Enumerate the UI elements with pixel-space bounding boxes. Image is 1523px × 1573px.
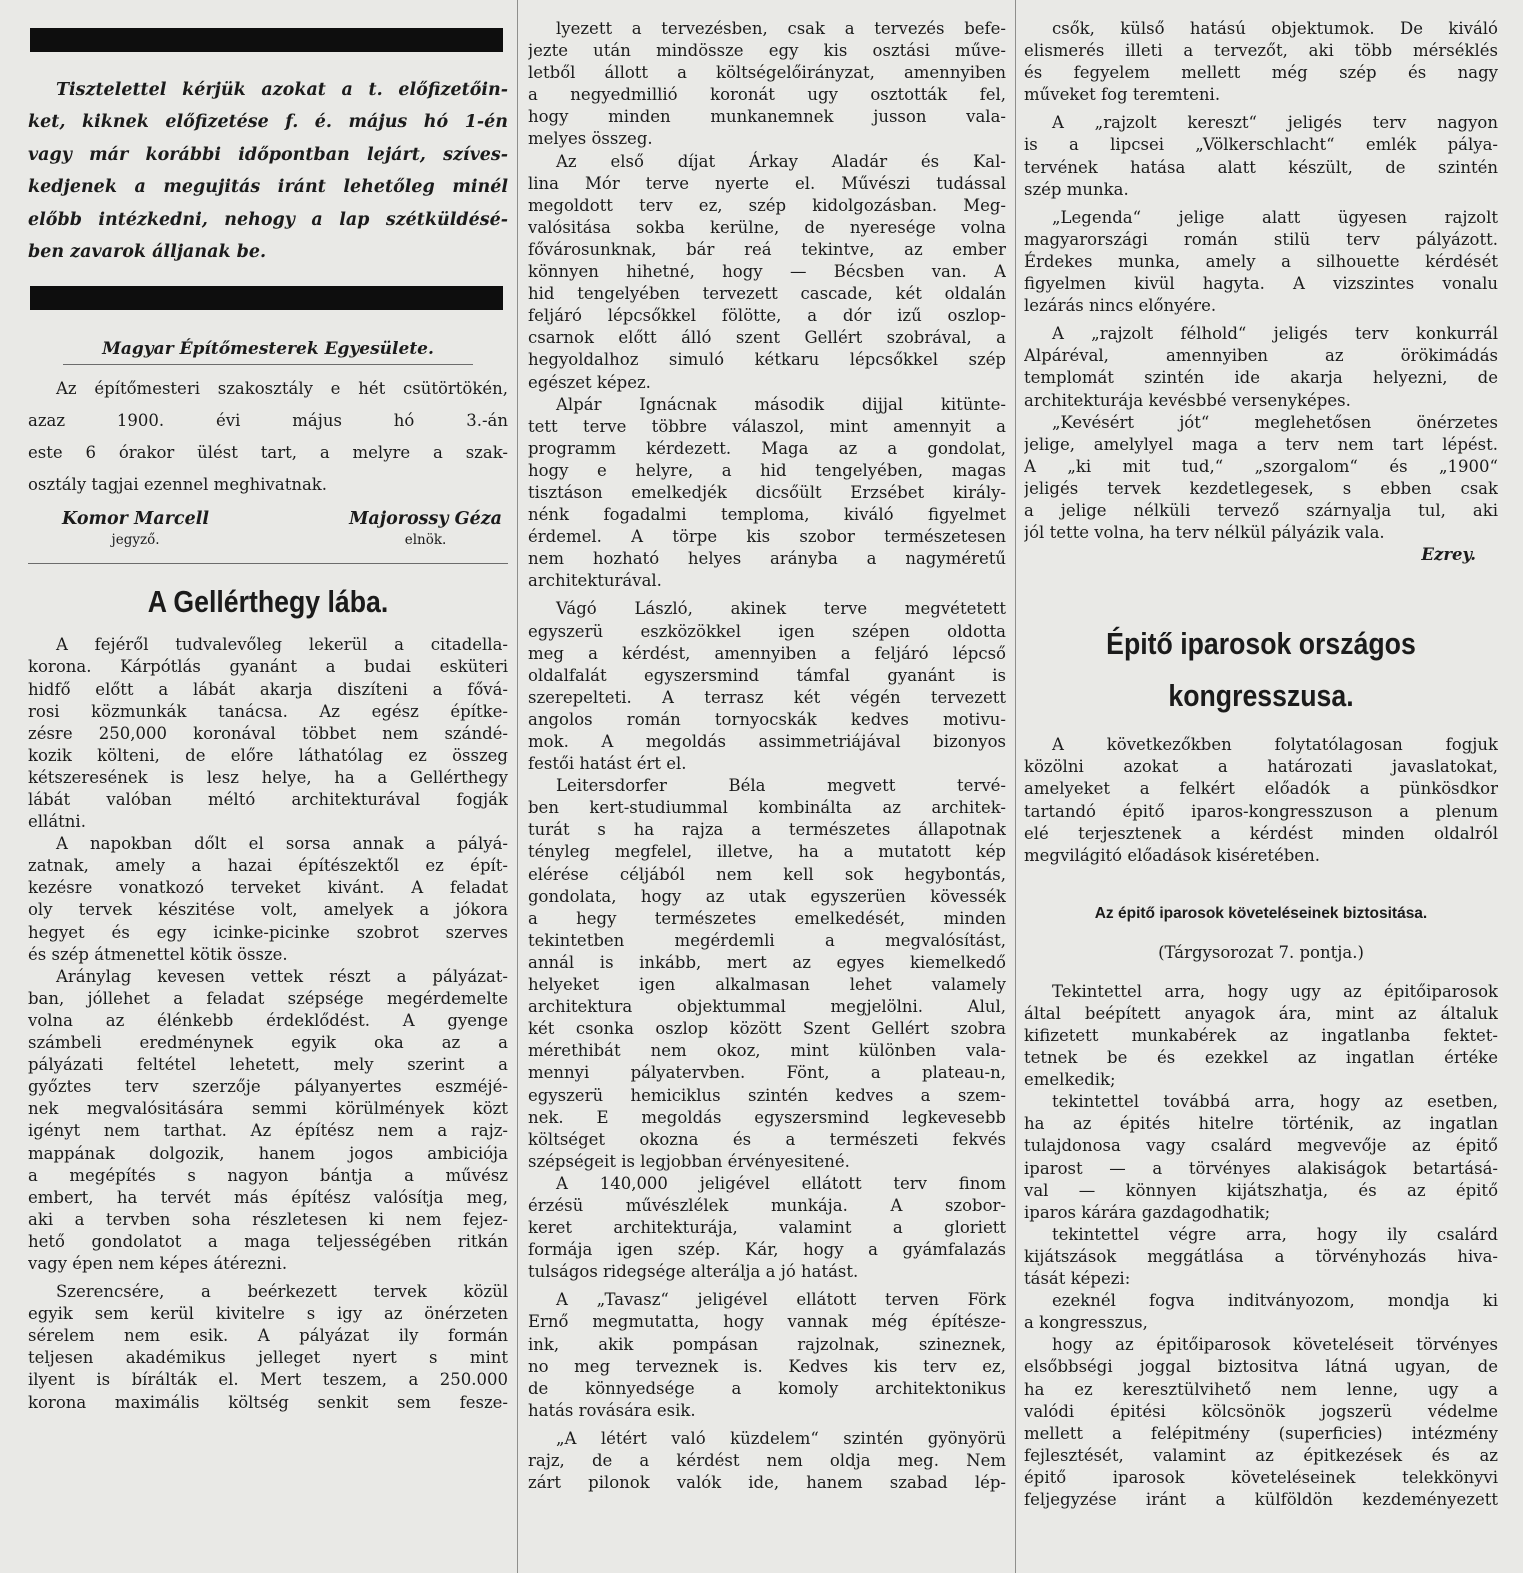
text-line: zatnak, amely a hazai építészektől ez épít- <box>28 856 508 876</box>
text-line: elismerés illeti a tervezőt, aki több mérséklés <box>1024 41 1498 61</box>
text-line: embert, ha tervét más építész valósítja meg, <box>28 1187 508 1207</box>
text-line: turát s ha rajza a természetes állapotnak <box>528 820 1006 840</box>
text-line: zárt pilonok valók ide, hanem szabad lép- <box>528 1473 1006 1493</box>
text-line: ben kert-studiummal kombinálta az architek- <box>528 798 1006 818</box>
text-line: ezeknél fogva inditványozom, mondja ki <box>1052 1291 1498 1311</box>
text-line: és szép átmenettel kötik össze. <box>28 944 288 964</box>
article-paragraph <box>1024 1091 1498 1224</box>
text-line: angolos román tornyocskák kedves motivu- <box>528 709 1006 729</box>
article-paragraph <box>1024 112 1498 200</box>
text-line: kozik költeni, de előre láthatólag ez összeg <box>28 745 508 765</box>
subscription-notice <box>28 74 508 268</box>
association-title: Magyar Építőmesterek Egyesülete. <box>102 339 434 360</box>
text-line: jól tette volna, ha terv nélkül pályázik vala. <box>1024 523 1385 543</box>
text-line: formája igen szép. Kár, hogy a gyámfalazás <box>528 1240 1006 1260</box>
text-line: Érdekes munka, amely a silhouette kérdését <box>1024 251 1498 271</box>
text-line: architekturával. <box>528 571 662 591</box>
text-line: zésre 250,000 koronával többet nem szándé- <box>28 723 508 743</box>
text-line: tényleg megfelel, illetve, ha a mutatott kép <box>528 842 1006 862</box>
text-line: pályázati feltétel lehetett, mely szerint a <box>28 1055 508 1075</box>
text-line: és fegyelem mellett még szép és nagy <box>1024 63 1498 83</box>
text-line: épitő iparosok követeléseinek telekkönyvi <box>1024 1467 1498 1487</box>
text-line: egyszerü hemiciklus szintén kedves a szem- <box>528 1085 1006 1105</box>
text-line: letből állott a költségelőirányzat, amennyiben <box>528 63 1006 83</box>
text-line: oldalfalát egyszersmind támfal gyanánt is <box>528 665 1006 685</box>
text-line: kezésre vonatkozó terveket kivánt. A feladat <box>28 878 508 898</box>
author-signature: Ezrey. <box>1421 545 1476 565</box>
text-line: ellátni. <box>28 812 86 832</box>
article-paragraph <box>528 394 1006 593</box>
article-headline <box>1057 618 1465 722</box>
text-line: A napokban dőlt el sorsa annak a pályá- <box>56 834 508 854</box>
text-line: sérelem nem esik. A pályázat ily formán <box>28 1326 508 1346</box>
signature-name: Komor Marcell <box>62 509 210 530</box>
article-paragraph <box>1024 1290 1498 1334</box>
text-line: rajz, de a kérdést nem oldja meg. Nem <box>528 1451 1006 1470</box>
text-line: mok. A megoldás assimmetriájával bizonyos <box>528 732 1006 751</box>
black-bar-middle <box>30 286 503 310</box>
association-notice <box>28 373 508 501</box>
text-line: templomát szintén ide akarja helyezni, de <box>1024 368 1498 388</box>
article-paragraph <box>1024 18 1498 106</box>
text-line: este 6 órakor ülést tart, a melyre a szak- <box>28 443 508 463</box>
article-paragraph <box>28 1281 508 1414</box>
text-line: A „ki mit tud,“ „szorgalom“ és „1900“ <box>1024 456 1498 476</box>
text-line: tulajdonosa vagy csalárd megvevője az épitő <box>1024 1136 1498 1156</box>
text-line: rosi közmunkák tanácsa. Az egész építke- <box>28 701 508 721</box>
text-line: tisztáson emelkedjék dicsőült Erzsébet király- <box>528 482 1006 502</box>
text-line: mennyi pályatervben. Fönt, a plateau-n, <box>528 1063 1006 1083</box>
text-line: lábát valóban méltó architekturával fogják <box>28 790 508 809</box>
black-bar-top <box>30 28 503 52</box>
text-line: által beépített anyagok ára, mint az általuk <box>1024 1003 1498 1023</box>
text-line: Az első díjat Árkay Aladár és Kal- <box>556 151 1006 171</box>
headline-line: kongresszusa. <box>1168 678 1354 714</box>
text-line: számbeli eredménynek egyik oka az a <box>28 1033 508 1053</box>
text-line: ket, kiknek előfizetése f. é. május hó 1-én <box>28 112 508 133</box>
text-line: melyes összeg. <box>528 129 653 149</box>
text-line: de könnyedsége a komoly architektonikus <box>528 1378 1006 1398</box>
text-line: a kongresszus, <box>1024 1313 1148 1333</box>
text-line: Vágó László, akinek terve megvétetett <box>556 599 1006 619</box>
text-line: lezárás nincs előnyére. <box>1024 296 1217 316</box>
article-paragraph <box>528 1173 1006 1283</box>
text-line: kedjenek a megujitás iránt lehetőleg minél <box>28 177 508 198</box>
article-paragraph <box>28 833 508 966</box>
signature-name: Majorossy Géza <box>349 509 502 530</box>
text-line: figyelmen kivül hagyta. A vizszintes vonalu <box>1024 274 1498 294</box>
article-paragraph <box>528 598 1006 775</box>
text-line: aki a tervben soha részletesen ki nem fejez- <box>28 1209 508 1229</box>
text-line: „Kevésért jót“ meglehetősen önérzetes <box>1052 412 1498 432</box>
text-line: hető gondolatot a maga teljességében ritkán <box>28 1231 508 1251</box>
text-line: tervének hatása alatt készült, de szintén <box>1024 157 1498 177</box>
text-line: azaz 1900. évi május hó 3.-án <box>28 411 508 431</box>
text-line: volna az élénkebb érdeklődést. A gyenge <box>28 1010 508 1030</box>
text-line: érdemel. A törpe kis szobor természetesen <box>528 527 1006 547</box>
text-line: vagy épen nem képes átérezni. <box>28 1253 288 1273</box>
text-line: val — könnyen kijátszhatja, és az épitő <box>1024 1180 1498 1200</box>
text-line: tását képezi: <box>1024 1269 1131 1289</box>
article-paragraph <box>1024 981 1498 1091</box>
text-line: lyezett a tervezésben, csak a tervezés befe- <box>556 19 1006 38</box>
text-line: csarnok előtt álló szent Gellért szobrával, a <box>528 328 1006 348</box>
text-line: „Legenda“ jelige alatt ügyesen rajzolt <box>1052 207 1498 227</box>
text-line: nek megvalósitására semmi körülmények közt <box>28 1099 508 1119</box>
article-paragraph <box>1024 1224 1498 1290</box>
text-line: lina Mór terve nyerte el. Művészi tudással <box>528 173 1006 193</box>
text-line: programm kérdezett. Maga az a gondolat, <box>528 438 1006 458</box>
divider <box>63 364 473 365</box>
text-line: Aránylag kevesen vettek részt a pályázat- <box>56 966 508 986</box>
text-line: nénk fogadalmi temploma, kiváló figyelmet <box>528 505 1006 525</box>
text-line: A „Tavasz“ jeligével ellátott terven Förk <box>556 1290 1006 1310</box>
text-line: feljegyzése iránt a külföldön kezdeményezett <box>1024 1489 1498 1509</box>
text-line: amelyeket a felkért előadók a pünkösdkor <box>1024 779 1498 799</box>
text-line: kifizetett munkabérek az ingatlanba fektet- <box>1024 1026 1498 1045</box>
text-line: iparost — a törvényes alakiságok betartásá- <box>1024 1158 1498 1178</box>
text-line: mappának dolgozik, hanem jogos ambiciója <box>28 1143 508 1163</box>
text-line: hegyet és egy icinke-picinke szobrot szerves <box>28 922 508 942</box>
text-line: ink, akik pompásan rajzolnak, szineznek, <box>528 1334 1006 1354</box>
signature-president <box>349 507 502 549</box>
text-line: ben zavarok álljanak be. <box>28 241 267 262</box>
text-line: műveket fog teremteni. <box>1024 85 1221 105</box>
article-paragraph <box>28 966 508 1275</box>
text-line: festői hatást ért el. <box>528 754 687 774</box>
agenda-note: (Tárgysorozat 7. pontja.) <box>1158 942 1364 962</box>
article-paragraph <box>1024 323 1498 411</box>
text-line: oly tervek készitése volt, amelyek a jókora <box>28 900 508 920</box>
text-line: érzésü művészlélek munkája. A szobor- <box>528 1195 1006 1215</box>
text-line: megoldott terv ez, szép kidolgozásban. Meg- <box>528 195 1006 215</box>
signatures <box>28 501 508 549</box>
article-paragraph <box>1024 1334 1498 1511</box>
text-line: előbb intézkedni, nehogy a lap szétküldésé- <box>28 209 508 230</box>
text-line: megvilágitó előadások kiséretében. <box>1024 845 1320 865</box>
text-line: hogy e helyre, a hid tengelyében, magas <box>528 460 1006 480</box>
text-line: hogy az épitőiparosok követeléseit törvényes <box>1052 1335 1498 1355</box>
text-line: architekturája kevésbbé versenyképes. <box>1024 390 1351 410</box>
text-line: szépségeit is legjobban érvényesitené. <box>528 1151 850 1171</box>
text-line: kijátszások meggátlása a törvényhozás hiva- <box>1024 1246 1498 1266</box>
text-line: ilyent is bírálták el. Mert teszem, a 250.000 <box>28 1370 508 1390</box>
text-line: feljáró lépcsőkkel fölötte, a dór izű oszlop- <box>528 306 1006 326</box>
text-line: tekintettel továbbá arra, hogy az esetben, <box>1052 1092 1498 1112</box>
text-line: tetnek be és ezekkel az ingatlan értéke <box>1024 1048 1498 1068</box>
column-2 <box>528 0 1006 1573</box>
text-line: A „rajzolt félhold“ jeligés terv konkurrál <box>1052 324 1498 344</box>
text-line: fejlesztését, valamint az épitkezések és az <box>1024 1445 1498 1465</box>
text-line: szerepelteti. A terrasz két végén tervezett <box>528 687 1006 707</box>
text-line: szép munka. <box>1024 179 1129 199</box>
article-headline: A Gellérthegy lába. <box>147 584 389 620</box>
text-line: hogy minden munkanemnek jusson vala- <box>528 107 1006 127</box>
text-line: Alpár Ignácnak második dijjal kitünte- <box>556 394 1006 414</box>
text-line: valódi épitési kölcsönök jogszerü védelme <box>1024 1401 1498 1421</box>
text-line: tartandó épitő iparos-kongresszuson a plenum <box>1024 801 1498 821</box>
column-rule-2 <box>1015 0 1016 1573</box>
article-subheading: Az épitő iparosok követeléseinek biztositása. <box>1094 904 1428 922</box>
text-line: Tisztelettel kérjük azokat a t. előfizetőin- <box>56 80 508 100</box>
signature-role: elnök. <box>404 532 447 549</box>
text-line: Tekintettel arra, hogy ugy az épitőiparosok <box>1052 981 1498 1001</box>
text-line: A fejéről tudvalevőleg lekerül a citadella- <box>56 635 508 655</box>
text-line: jelige, amelylyel maga a terv nem tart lépést. <box>1024 434 1498 454</box>
text-line: tulságos ridegsége alterálja a jó hatást. <box>528 1262 859 1282</box>
text-line: tekintettel végre arra, hogy ily csalárd <box>1052 1224 1498 1244</box>
divider <box>28 563 508 564</box>
text-line: annál is inkább, mert az egyes kiemelkedő <box>528 952 1006 972</box>
article-paragraph <box>528 1289 1006 1422</box>
text-line: mellett a felépitmény (superficies) intézmény <box>1024 1423 1498 1443</box>
text-line: ha az épités hitelre történik, az ingatlan <box>1024 1114 1498 1134</box>
text-line: teljesen akadémikus jelleget nyert s mint <box>28 1348 508 1368</box>
text-line: no meg terveznek is. Kedves kis terv ez, <box>528 1356 1006 1376</box>
text-line: keret architekturája, valamint a gloriett <box>528 1218 1006 1238</box>
article-paragraph <box>528 151 1006 394</box>
text-line: Leitersdorfer Béla megvett tervé- <box>556 776 1006 796</box>
text-line: elérése céljából nem kell sok hegybontás, <box>528 864 1006 884</box>
text-line: a megépítés s nagyon bántja a művész <box>28 1165 508 1185</box>
text-line: tekintetben megérdemli a megvalósítást, <box>528 930 1006 950</box>
text-line: valósitása sokba kerülne, de nyeresége volna <box>528 217 1006 237</box>
text-line: hidfő előtt a lábát akarja diszíteni a fővá- <box>28 679 508 699</box>
text-line: hegyoldalhoz simuló kétkaru lépcsőkkel szép <box>528 350 1006 370</box>
text-line: magyarországi román stilü terv pályázott. <box>1024 229 1498 249</box>
text-line: csők, külső hatású objektumok. De kiváló <box>1052 19 1498 38</box>
text-line: igényt nem tarthat. Az építész nem a rajz- <box>28 1121 508 1141</box>
text-line: is a lipcsei „Völkerschlacht“ emlék pálya- <box>1024 135 1498 155</box>
text-line: osztály tagjai ezennel meghivatnak. <box>28 475 328 495</box>
text-line: architektura objektummal megjelölni. Alul, <box>528 997 1006 1017</box>
text-line: A következőkben folytatólagosan fogjuk <box>1052 735 1498 755</box>
text-line: a hegy természetes emelkedését, minden <box>528 908 1006 928</box>
text-line: Ernő megmutatta, hogy vannak még építésze- <box>528 1312 1006 1332</box>
text-line: elsőbbségi joggal biztositva látná ugyan, de <box>1024 1357 1498 1377</box>
text-line: egészet képez. <box>528 372 651 392</box>
text-line: jezte után mindössze egy kis osztási műve- <box>528 41 1006 61</box>
column-3 <box>1024 0 1498 1573</box>
text-line: „A létért való küzdelem“ szintén gyönyörü <box>556 1428 1006 1448</box>
text-line: tett terve többre válaszol, mint amennyit a <box>528 416 1006 436</box>
text-line: egyszerü eszközökkel igen szépen oldotta <box>528 621 1006 641</box>
text-line: iparos kárára gazdagodhatik; <box>1024 1202 1271 1222</box>
text-line: elé terjesztenek a kérdést minden oldalról <box>1024 823 1498 843</box>
text-line: helyeket igen alkalmasan lehet valamely <box>528 975 1006 995</box>
text-line: könnyen hihetné, hogy — Bécsben van. A <box>528 262 1006 282</box>
text-line: emelkedik; <box>1024 1070 1116 1090</box>
text-line: meg a kérdést, amennyiben a feljáró lépcső <box>528 643 1006 663</box>
text-line: hatás rovására esik. <box>528 1400 696 1420</box>
text-line: korona maximális költség senkit sem fesze- <box>28 1392 508 1412</box>
column-rule-1 <box>517 0 518 1573</box>
text-line: két csonka oszlop között Szent Gellért szobra <box>528 1019 1006 1039</box>
text-line: jeligés tervek kezdetlegesek, s ebben csak <box>1024 478 1498 498</box>
text-line: nek. E megoldás egyszersmind legkevesebb <box>528 1107 1006 1127</box>
article-paragraph <box>28 634 508 833</box>
text-line: A 140,000 jeligével ellátott terv finom <box>556 1173 1006 1193</box>
text-line: egyik sem kerül kivitelre s igy az önérzeten <box>28 1304 508 1324</box>
text-line: Szerencsére, a beérkezett tervek közül <box>56 1282 508 1302</box>
text-line: hid tengelyében tervezett cascade, két oldalán <box>528 284 1006 304</box>
signature-role: jegyző. <box>111 532 160 549</box>
signature-secretary <box>62 507 209 549</box>
article-paragraph <box>528 775 1006 1173</box>
text-line: vagy már korábbi időpontban lejárt, szíves- <box>28 144 508 165</box>
text-line: győztes terv szerzője pályanyertes eszméjé- <box>28 1077 508 1097</box>
text-line: fővárosunknak, bár reá tekintve, az ember <box>528 239 1006 259</box>
text-line: Alpáréval, amennyiben az örökimádás <box>1024 346 1498 366</box>
article-paragraph <box>1024 207 1498 317</box>
article-paragraph <box>528 18 1006 151</box>
headline-line: Épitő iparosok országos <box>1106 626 1416 662</box>
text-line: gondolata, hogy az utak egyszerüen kövessék <box>528 886 1006 906</box>
text-line: ban, jóllehet a feladat szépsége megérdemelte <box>28 988 508 1008</box>
text-line: mérethibát nem okoz, mint különben vala- <box>528 1041 1006 1061</box>
text-line: a jelige nélküli tervező szárnyalja tul, aki <box>1024 500 1498 520</box>
article-paragraph <box>528 1428 1006 1494</box>
text-line: ha ez keresztülvihető nem lenne, ugy a <box>1024 1379 1498 1399</box>
text-line: kétszeresének is lesz helye, ha a Gellérthegy <box>28 767 508 787</box>
article-intro <box>1024 734 1498 867</box>
text-line: a negyedmillió koronát ugy osztották fel, <box>528 85 1006 105</box>
text-line: nem hozható helyes arányba a nagyméretű <box>528 549 1006 569</box>
text-line: költséget okozna és a természeti fekvés <box>528 1129 1006 1149</box>
text-line: Az építőmesteri szakosztály e hét csütörtökén, <box>56 379 508 399</box>
article-paragraph <box>1024 412 1498 545</box>
column-1 <box>28 0 508 1573</box>
text-line: korona. Kárpótlás gyanánt a budai esküteri <box>28 657 508 677</box>
text-line: közölni azokat a határozati javaslatokat, <box>1024 757 1498 777</box>
text-line: A „rajzolt kereszt“ jeligés terv nagyon <box>1052 113 1498 133</box>
